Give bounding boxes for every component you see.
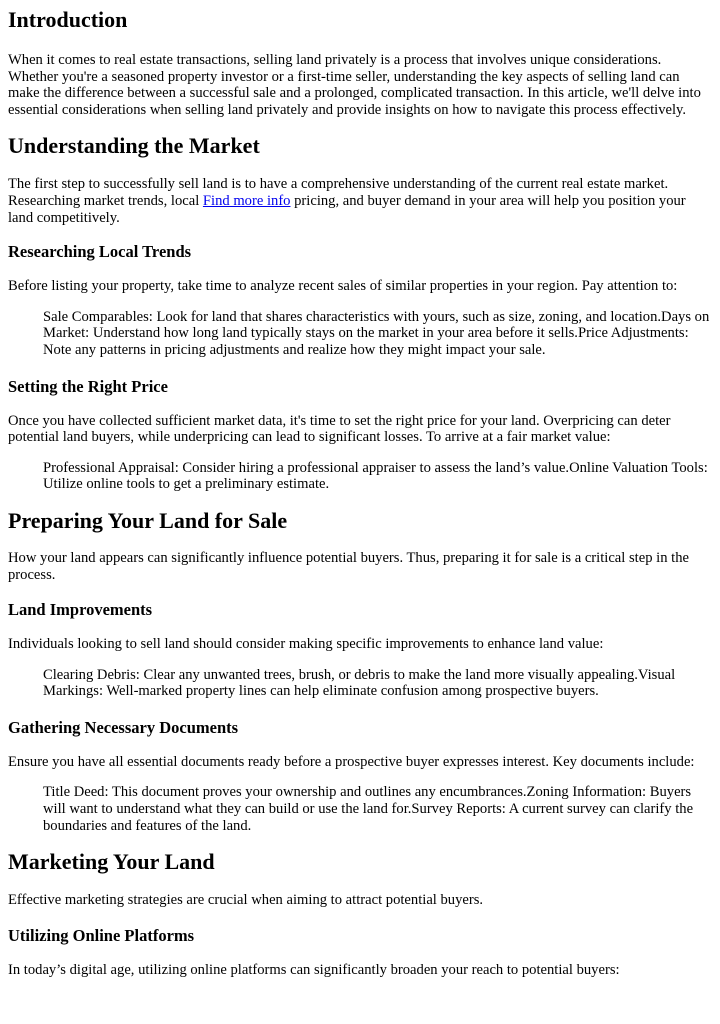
improvements-paragraph: Individuals looking to sell land should consider making specific improvements to enhance land value: [8,636,604,653]
online-paragraph: In today’s digital age, utilizing online platforms can significantly broaden your reach to potential buyers: [8,961,620,978]
price-paragraph: Once you have collected sufficient market data, it's time to set the right price for your land. Overpricing can deter potential land buyers, while underpricing can lead to significant losses. To arrive at a fair market value: [8,412,671,446]
heading-researching-local-trends: Researching Local Trends [8,242,192,262]
find-more-info-link[interactable]: Find more info [202,192,291,209]
documents-list: Title Deed: This document proves your ownership and outlines any encumbrances.Zoning Information: Buyers will want to understand what they can build or use the land for.Survey Reports: A current survey can clarify the boundaries and features of the land. [43,784,694,834]
heading-understanding-market: Understanding the Market [8,133,260,159]
heading-online-platforms: Utilizing Online Platforms [8,925,195,945]
intro-paragraph: When it comes to real estate transactions, selling land privately is a process that involves unique considerations. Whether you're a seasoned property investor or a first-time seller, understanding the key aspects of selling land can make the difference between a successful sale and a prolonged, complicated transaction. In this article, we'll delve into essential considerations when selling land privately and provide insights on how to navigate this process effectively. [8,52,701,118]
heading-marketing-land: Marketing Your Land [8,849,215,875]
price-list: Professional Appraisal: Consider hiring a professional appraiser to assess the land’s value.Online Valuation Tools: Utilize online tools to get a preliminary estimate. [43,459,708,493]
market-paragraph [8,176,712,226]
market-text-after-link: pricing, and buyer demand in your area will help you position your land competitively. [8,192,686,226]
preparing-paragraph: How your land appears can significantly influence potential buyers. Thus, preparing it for sale is a critical step in the process. [8,549,689,583]
trends-paragraph: Before listing your property, take time to analyze recent sales of similar properties in your region. Pay attention to: [8,278,678,295]
heading-introduction: Introduction [8,7,128,32]
improvements-list: Clearing Debris: Clear any unwanted trees, brush, or debris to make the land more visually appealing.Visual Markings: Well-marked property lines can help eliminate confusion among prospective buyers. [43,666,676,700]
market-text-before-link: The first step to successfully sell land is to have a comprehensive understanding of the current real estate market. Researching market trends, local [8,176,669,209]
heading-land-improvements: Land Improvements [8,600,153,620]
heading-setting-right-price: Setting the Right Price [8,376,168,396]
marketing-paragraph: Effective marketing strategies are crucial when aiming to attract potential buyers. [8,892,484,909]
documents-paragraph: Ensure you have all essential documents ready before a prospective buyer expresses interest. Key documents include: [8,753,695,770]
heading-preparing-land: Preparing Your Land for Sale [8,507,288,533]
article [0,7,720,978]
trends-list: Sale Comparables: Look for land that shares characteristics with yours, such as size, zoning, and location.Days on Market: Understand how long land typically stays on the market in your area before it sells.Price Adjustments: Note any patterns in pricing adjustments and realize how they might impact your sale. [43,308,710,358]
heading-gathering-documents: Gathering Necessary Documents [8,717,239,737]
